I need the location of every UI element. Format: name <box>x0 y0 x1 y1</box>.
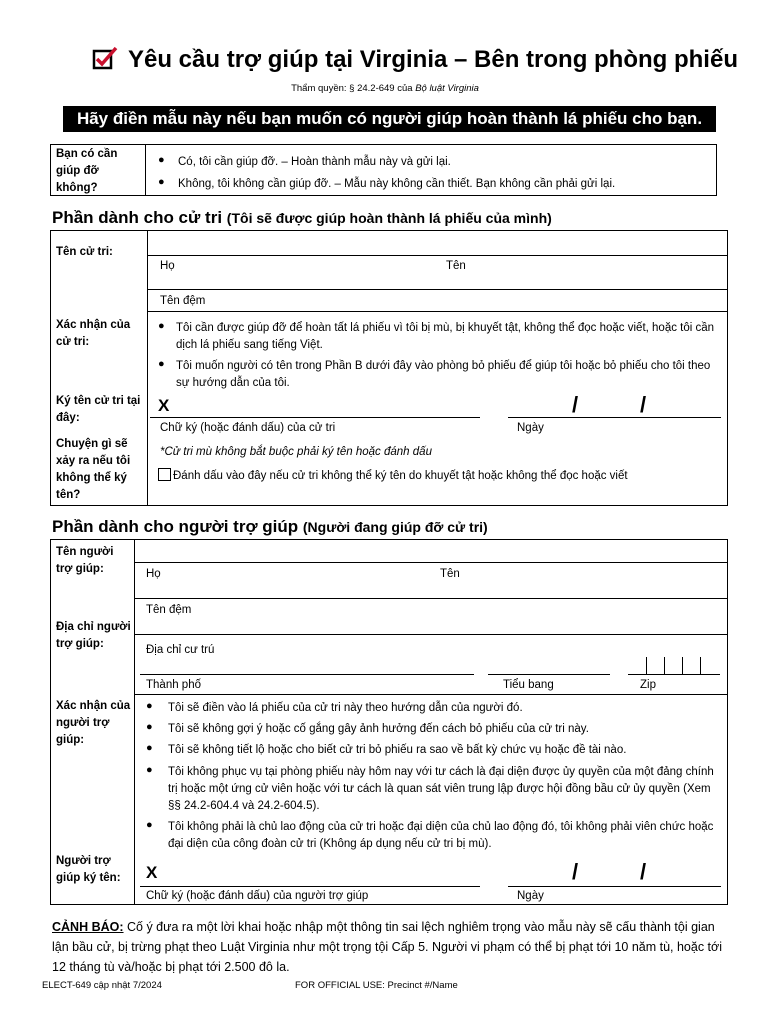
assistant-signature-x: X <box>146 863 158 882</box>
checkbox-logo-icon <box>92 46 116 70</box>
voter-first-name-field[interactable]: Tên <box>446 260 466 272</box>
need-help-label: Bạn có cần giúp đỡ không? <box>56 148 118 194</box>
assistant-section-title: Phần dành cho người trợ giúp (Người đang giúp đỡ cử tri) <box>52 517 488 536</box>
assistant-confirm-item: Tôi sẽ điền vào lá phiếu của cử tri này theo hướng dẫn của người đó. <box>168 702 523 714</box>
assistant-address-label: Địa chỉ người trợ giúp: <box>56 621 131 650</box>
date-slash: / <box>640 392 647 417</box>
cannot-sign-checkbox[interactable] <box>158 468 171 481</box>
option-no[interactable]: Không, tôi không cần giúp đỡ. – Mẫu này không cần thiết. Bạn không cần phải gửi lại. <box>178 178 616 190</box>
voter-confirm-label: Xác nhận của cử tri: <box>56 319 131 348</box>
date-slash: / <box>640 859 647 884</box>
voter-signature-field[interactable]: Chữ ký (hoặc đánh dấu) của cử tri <box>160 422 336 434</box>
assistant-signature-field[interactable]: Chữ ký (hoặc đánh dấu) của người trợ giúp <box>146 890 369 902</box>
voter-name-label: Tên cử tri: <box>56 246 113 258</box>
state-field[interactable]: Tiểu bang <box>503 679 554 691</box>
assistant-last-name-field[interactable]: Họ <box>146 568 161 580</box>
city-field[interactable]: Thành phố <box>146 679 201 691</box>
date-slash: / <box>572 392 579 417</box>
page-title: Yêu cầu trợ giúp tại Virginia – Bên trong phòng phiếu <box>128 46 738 73</box>
assistant-confirm-label: Xác nhận của người trợ giúp: <box>56 700 131 746</box>
zip-field[interactable]: Zip <box>640 679 656 691</box>
option-yes[interactable]: Có, tôi cần giúp đỡ. – Hoàn thành mẫu này và gửi lại. <box>178 156 451 168</box>
cannot-sign-checkbox-row[interactable]: Đánh dấu vào đây nếu cử tri không thể ký tên do khuyết tật hoặc không thể đọc hoặc viết <box>158 468 628 485</box>
warning-label: CẢNH BÁO: <box>52 920 124 934</box>
assistant-confirm-item: Tôi không phải là chủ lao động của cử tri hoặc đại diện của chủ lao động đó, tôi không phải viên chức hoặc đại diện của công đoàn cử tri (Không áp dụng nếu cử tri bị mù). <box>168 821 714 850</box>
authority-line: Thẩm quyền: § 24.2-649 của Bộ luật Virginia <box>291 83 479 94</box>
residence-address-field[interactable]: Địa chỉ cư trú <box>146 644 215 656</box>
assistant-middle-name-field[interactable]: Tên đệm <box>146 604 192 616</box>
voter-signature-x: X <box>158 396 170 415</box>
assistant-first-name-field[interactable]: Tên <box>440 568 460 580</box>
form-id: ELECT-649 cập nhật 7/2024 <box>42 980 162 991</box>
voter-section-title: Phần dành cho cử tri (Tôi sẽ được giúp hoàn thành lá phiếu của mình) <box>52 208 552 227</box>
assistant-name-label: Tên người trợ giúp: <box>56 546 114 575</box>
instruction-banner: Hãy điền mẫu này nếu bạn muốn có người giúp hoàn thành lá phiếu cho bạn. <box>63 106 716 132</box>
voter-sign-label: Ký tên cử tri tại đây: <box>56 395 141 424</box>
voter-confirm-item: Tôi cần được giúp đỡ để hoàn tất lá phiếu vì tôi bị mù, bị khuyết tật, không thể đọc hoặc viết, hoặc tôi cần dịch lá phiếu sang tiếng Việt. <box>176 322 715 351</box>
voter-middle-name-field[interactable]: Tên đệm <box>160 295 206 307</box>
date-slash: / <box>572 859 579 884</box>
blind-note: *Cử tri mù không bắt buộc phải ký tên hoặc đánh dấu <box>160 446 432 458</box>
voter-date-field[interactable]: Ngày <box>517 422 544 434</box>
assistant-confirm-item: Tôi sẽ không tiết lộ hoặc cho biết cử tri bỏ phiếu ra sao về bất kỳ chức vụ hoặc đề tài nào. <box>168 744 627 756</box>
official-use-label: FOR OFFICIAL USE: Precinct #/Name <box>295 980 458 991</box>
cannot-sign-label: Chuyện gì sẽ xảy ra nếu tôi không thể ký tên? <box>56 438 131 501</box>
voter-last-name-field[interactable]: Họ <box>160 260 175 272</box>
warning-paragraph: CẢNH BÁO: Cố ý đưa ra một lời khai hoặc nhập một thông tin sai lệch nghiêm trọng vào mẫu này sẽ cấu thành tội gian lận bầu cử, bị trừng phạt theo Luật Virginia như một trọng tội Cấp 5. Người vi phạm có thể bị phạt tới 10 năm tù, hoặc tới 12 tháng tù và/hoặc bị phạt tới 2.500 đô la. <box>52 920 723 974</box>
assistant-confirm-item: Tôi sẽ không gợi ý hoặc cố gắng gây ảnh hưởng đến cách bỏ phiếu của cử tri này. <box>168 723 589 735</box>
assistant-sign-label: Người trợ giúp ký tên: <box>56 855 121 884</box>
voter-confirm-item: Tôi muốn người có tên trong Phần B dưới đây vào phòng bỏ phiếu để giúp tôi hoặc bỏ phiếu cho tôi theo sự hướng dẫn của tôi. <box>176 360 711 389</box>
assistant-confirm-item: Tôi không phục vụ tại phòng phiếu này hôm nay với tư cách là đại diện được ủy quyền của một đảng chính trị hoặc một ứng cử viên hoặc với tư cách là quan sát viên trung lập được hội đồng bầu cử ủy quyền (Xem §§ 24.2-604.4 và 24.2-604.5). <box>168 766 714 812</box>
assistant-date-field[interactable]: Ngày <box>517 890 544 902</box>
